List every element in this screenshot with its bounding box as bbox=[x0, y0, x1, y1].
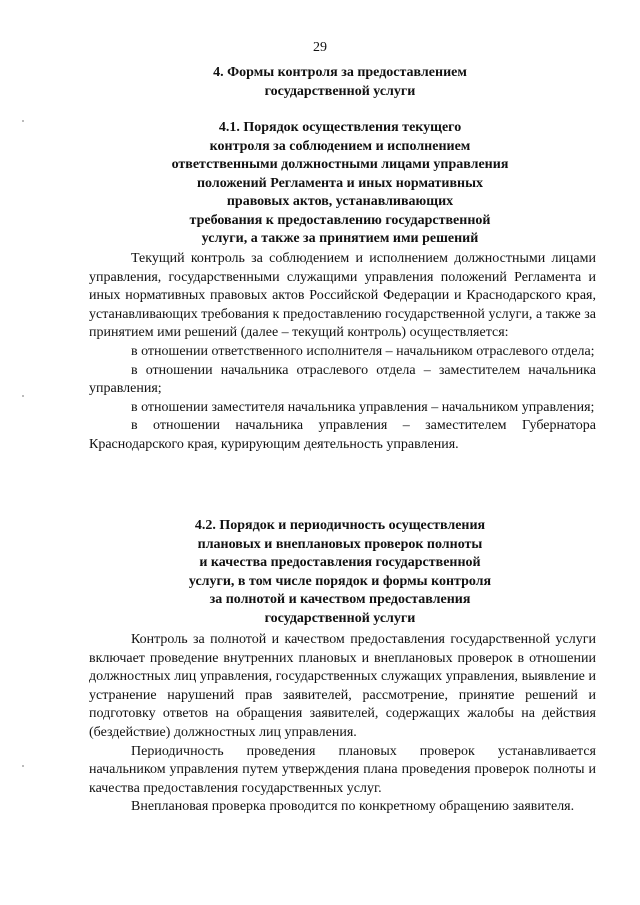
heading-line: правовых актов, устанавливающих bbox=[226, 194, 454, 209]
heading-line: за полнотой и качеством предоставления bbox=[209, 592, 471, 607]
heading-line: государственной услуги bbox=[264, 83, 416, 99]
section-4-2-body bbox=[89, 631, 596, 817]
body-paragraph: в отношении начальника управления – заместителем Губернатора Краснодарского края, курирующим деятельность управления. bbox=[89, 418, 596, 452]
scan-mark bbox=[22, 120, 24, 122]
body-paragraph: в отношении заместителя начальника управления – начальником управления; bbox=[131, 399, 595, 415]
body-paragraph: в отношении ответственного исполнителя – начальником отраслевого отдела; bbox=[131, 343, 595, 359]
section-4-1-heading bbox=[80, 119, 600, 249]
body-paragraph: Внеплановая проверка проводится по конкретному обращению заявителя. bbox=[131, 799, 575, 815]
heading-line: плановых и внеплановых проверок полноты bbox=[197, 536, 483, 552]
heading-line: ответственными должностными лицами управления bbox=[171, 157, 509, 172]
heading-line: контроля за соблюдением и исполнением bbox=[209, 138, 471, 154]
section-4-heading bbox=[80, 64, 600, 101]
body-paragraph: Контроль за полнотой и качеством предоставления государственной услуги включает проведение внутренних плановых и внеплановых проверок в отношении должностных лиц управления, государственных служащих управления, выявление и устранение нарушений прав заявителей, рассмотрение, принятие решений и подготовку ответов на обращения заявителей, содержащих жалобы на действия (бездействие) должностных лиц управления. bbox=[89, 632, 596, 740]
body-paragraph: Текущий контроль за соблюдением и исполнением должностными лицами управления, государственными служащими управления положений Регламента и иных нормативных правовых актов Российской Федерации и Краснодарского края, устанавливающих требования к предоставлению государственной услуги, а также за принятием ими решений (далее – текущий контроль) осуществляется: bbox=[89, 251, 596, 341]
heading-line: требования к предоставлению государственной bbox=[189, 212, 491, 228]
heading-line: и качества предоставления государственной bbox=[199, 555, 481, 570]
section-4-1-body bbox=[89, 250, 596, 455]
page-number: 29 bbox=[313, 40, 327, 55]
heading-line: услуги, в том числе порядок и формы контроля bbox=[188, 573, 492, 589]
heading-line: 4. Формы контроля за предоставлением bbox=[213, 65, 467, 80]
section-4-2-heading bbox=[80, 517, 600, 628]
heading-line: государственной услуги bbox=[264, 610, 416, 626]
heading-line: 4.1. Порядок осуществления текущего bbox=[218, 120, 462, 135]
heading-line: 4.2. Порядок и периодичность осуществления bbox=[194, 518, 486, 533]
scan-mark bbox=[22, 395, 24, 397]
heading-line: положений Регламента и иных нормативных bbox=[196, 175, 484, 191]
body-paragraph: Периодичность проведения плановых проверок устанавливается начальником управления путем утверждения плана проведения проверок полноты и качества предоставления государственных услуг. bbox=[89, 743, 596, 796]
body-paragraph: в отношении начальника отраслевого отдела – заместителем начальника управления; bbox=[89, 362, 596, 397]
heading-line: услуги, а также за принятием ими решений bbox=[201, 231, 479, 246]
scan-mark bbox=[22, 765, 24, 767]
